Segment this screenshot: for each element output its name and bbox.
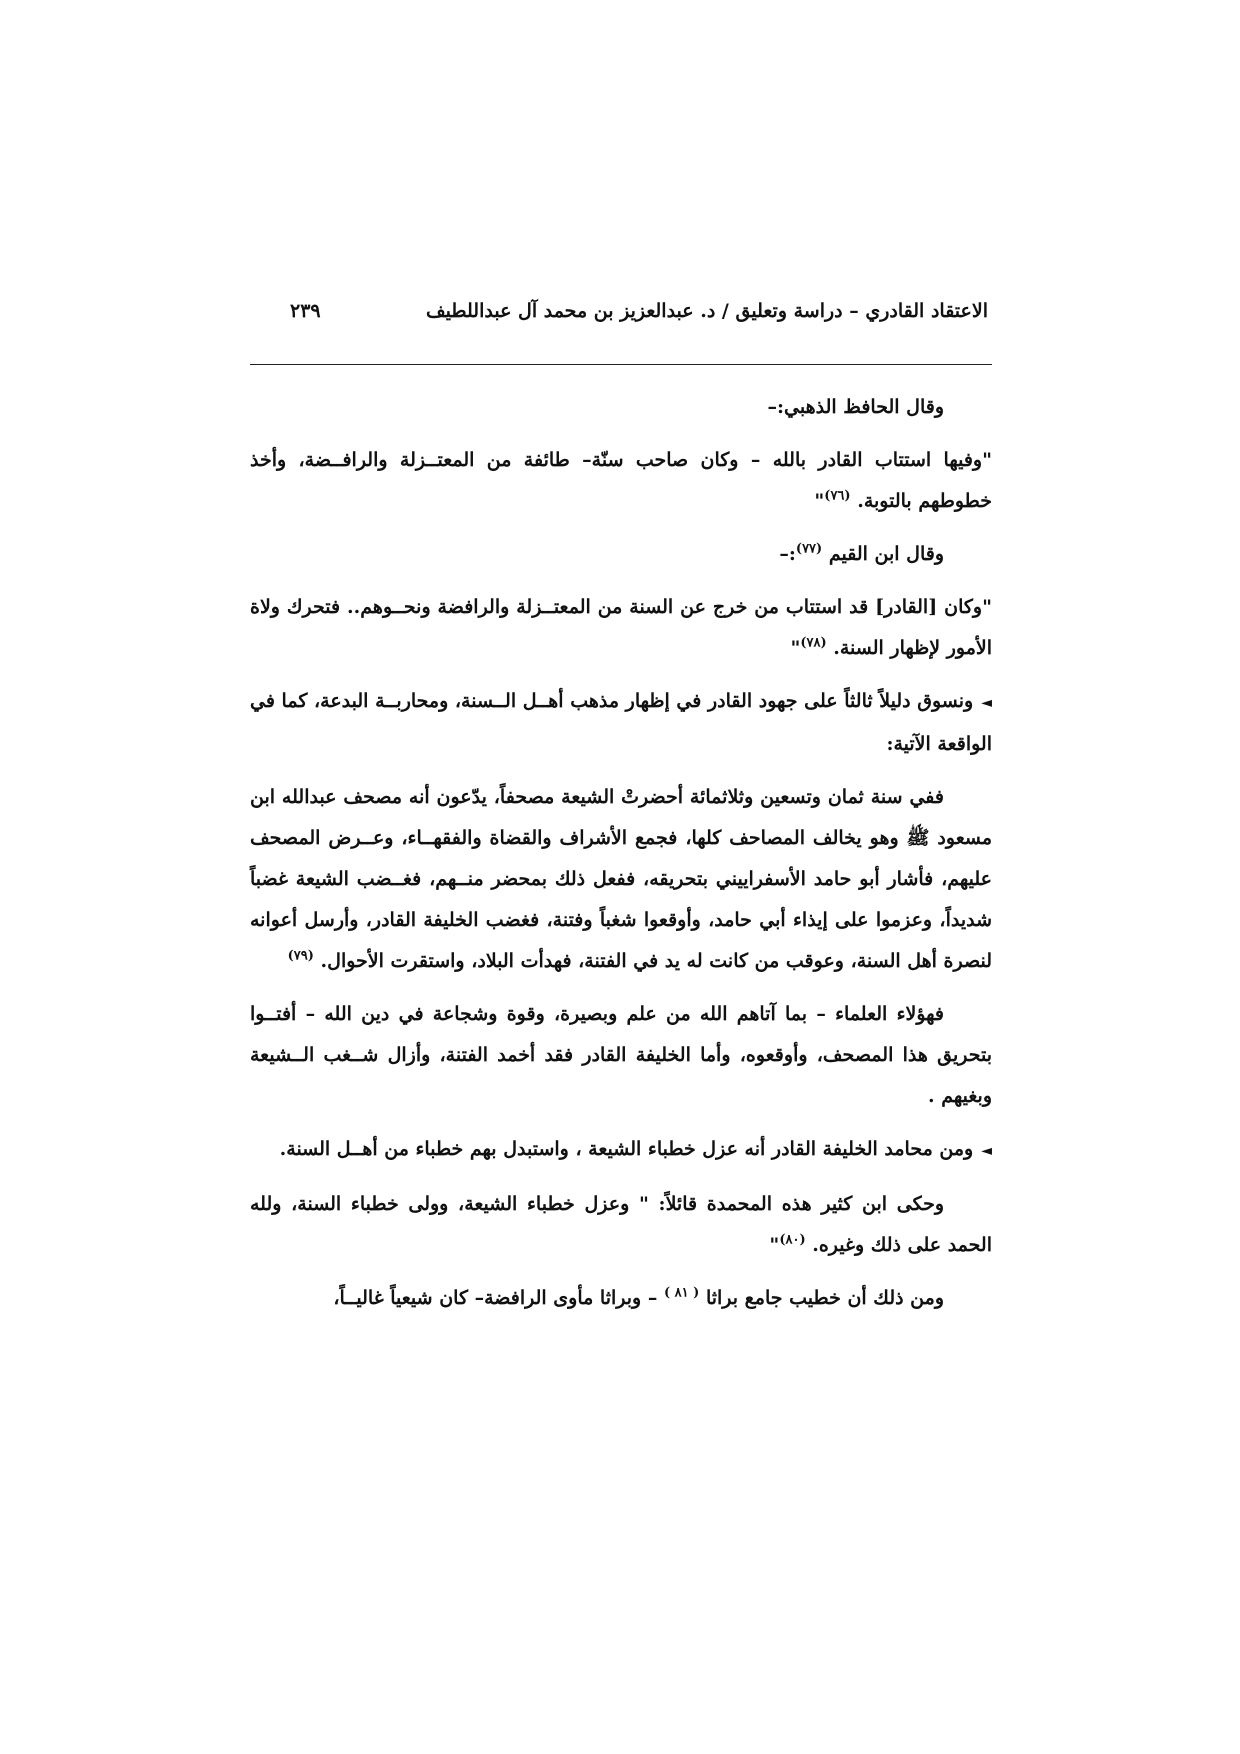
paragraph-4: "وكان [القادر] قد استتاب من خرج عن السنة من المعتــزلة والرافضة ونحــوهم.. فتحرك ولاة الأمور لإظهار السنة. $^{(٧٨)}$": [250, 596, 992, 659]
footnote-ref-79[interactable]: (٧٩): [287, 948, 314, 964]
paragraph-6: ففي سنة ثمان وتسعين وثلاثمائة أحضرتْ الشيعة مصحفاً، يدّعون أنه مصحف عبدالله ابن مسعود ﷺ وهو يخالف المصاحف كلها، فجمع الأشراف والقضاة والفقهــاء، وعــرض المصحف عليهم، فأشار أبو حامد الأسفراييني بتحريقه، ففعل ذلك بمحضر منــهم، فغــضب الشيعة غضباً شديداً، وعزموا على إيذاء أبي حامد، وأوقعوا شغباً وفتنة، فغضب الخليفة القادر، وأرسل أعوانه لنصرة أهل السنة، وعوقب من كانت له يد في الفتنة، فهدأت البلاد، واستقرت الأحوال. $^{(٧٩)}$: [250, 786, 992, 972]
running-title: الاعتقاد القادري – دراسة وتعليق / د. عبدالعزيز بن محمد آل عبداللطيف: [426, 300, 988, 322]
footnote-ref-81[interactable]: ( ٨١ ): [663, 1285, 700, 1301]
footnote-ref-78[interactable]: (٧٨): [800, 635, 827, 651]
footnote-ref-76[interactable]: (٧٦): [824, 488, 851, 504]
bullet-triangle-icon: ◄: [981, 695, 992, 711]
paragraph-5: ◄ونسوق دليلاً ثالثاً على جهود القادر في إظهار مذهب أهــل الــسنة، ومحاربــة البدعة، كما في الواقعة الآتية:: [250, 681, 992, 765]
footnote-ref-77[interactable]: (٧٧): [795, 541, 823, 557]
paragraph-3: وقال ابن القيم $^{(٧٧)}$:–: [779, 541, 944, 565]
page-number: ٢٣٩: [290, 300, 321, 322]
paragraph-9: وحكى ابن كثير هذه المحمدة قائلاً: " وعزل خطباء الشيعة، وولى خطباء السنة، ولله الحمد على ذلك وغيره. $^{(٨٠)}$": [250, 1193, 992, 1256]
paragraph-1: وقال الحافظ الذهبي:–: [767, 396, 944, 418]
paragraph-2: "وفيها استتاب القادر بالله – وكان صاحب سنّة– طائفة من المعتــزلة والرافــضة، وأخذ خطوطهم بالتوبة. $^{(٧٦)}$": [250, 449, 992, 512]
header-rule: [250, 364, 992, 365]
paragraph-7: فهؤلاء العلماء – بما آتاهم الله من علم وبصيرة، وقوة وشجاعة في دين الله – أفتــوا بتحريق هذا المصحف، وأوقعوه، وأما الخليفة القادر فقد أخمد الفتنة، وأزال شــغب الــشيعة وبغيهم .: [250, 1003, 992, 1107]
document-page: [250, 300, 992, 1331]
footnote-ref-80[interactable]: (٨٠): [779, 1232, 806, 1248]
paragraph-8: ◄ومن محامد الخليفة القادر أنه عزل خطباء الشيعة ، واستبدل بهم خطباء من أهــل السنة.: [250, 1129, 992, 1172]
paragraph-10: ومن ذلك أن خطيب جامع براثا $^{( ٨١ )}$ – وبراثا مأوى الرافضة– كان شيعياً غاليــاً،: [333, 1285, 944, 1309]
body-text: [250, 387, 992, 1319]
bullet-triangle-icon: ◄: [981, 1143, 992, 1159]
running-header: [250, 300, 992, 340]
